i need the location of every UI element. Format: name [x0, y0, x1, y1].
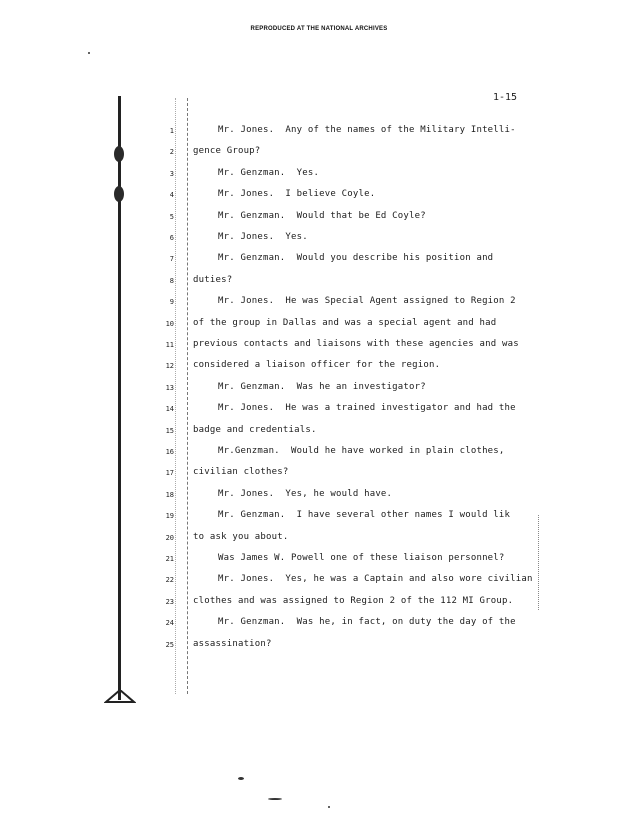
transcript-line: Mr. Jones. He was a trained investigator and had the [218, 403, 516, 414]
transcript-line: Mr. Genzman. Would that be Ed Coyle? [218, 210, 426, 221]
transcript-line: Mr. Genzman. Was he, in fact, on duty the day of the [218, 617, 516, 628]
transcript-line: to ask you about. [193, 531, 289, 542]
line-number: 10 [165, 319, 174, 328]
line-number: 23 [165, 597, 174, 606]
transcript-line: Mr. Jones. I believe Coyle. [218, 189, 376, 200]
line-number: 8 [169, 276, 174, 285]
transcript-line: Mr. Genzman. Yes. [218, 167, 320, 178]
transcript-line: Mr. Genzman. Was he an investigator? [218, 381, 426, 392]
transcript-line: Mr. Jones. Yes. [218, 232, 308, 242]
line-number: 12 [165, 362, 174, 371]
page-speck [238, 777, 244, 780]
binding-foot [104, 690, 136, 704]
line-number: 17 [165, 469, 174, 478]
line-number: 13 [165, 383, 174, 392]
transcript-line: civilian clothes? [193, 467, 289, 478]
binding-blob-middle [114, 186, 124, 202]
line-number: 21 [165, 555, 174, 563]
transcript-line: gence Group? [193, 146, 261, 157]
transcript-line: Mr. Jones. Yes, he was a Captain and also wore civilian [218, 574, 533, 585]
transcript-line: previous contacts and liaisons with these agencies and was [193, 339, 519, 349]
line-number: 22 [165, 576, 174, 585]
line-number: 25 [165, 640, 174, 649]
line-number: 5 [169, 212, 174, 221]
line-number: 20 [165, 533, 174, 542]
transcript-line: badge and credentials. [193, 424, 317, 435]
line-number: 3 [169, 169, 174, 178]
line-number: 24 [165, 619, 174, 628]
binding-blob-top [114, 146, 124, 162]
line-number: 19 [165, 512, 174, 521]
line-number: 1 [169, 127, 174, 135]
transcript-line: Mr. Jones. He was Special Agent assigned to Region 2 [218, 296, 516, 307]
line-number: 6 [169, 234, 174, 242]
page-speck [268, 798, 282, 800]
transcript-line: Mr. Genzman. Would you describe his position and [218, 253, 494, 264]
line-number: 14 [165, 405, 174, 414]
transcript-line: assassination? [193, 638, 272, 649]
margin-rule [187, 98, 189, 694]
transcript-line: Mr. Jones. Yes, he would have. [218, 488, 393, 499]
transcript-line: Was James W. Powell one of these liaison personnel? [218, 553, 505, 563]
line-number: 2 [169, 148, 174, 157]
margin-rule-inner [175, 98, 177, 694]
line-number: 4 [169, 191, 174, 200]
line-number: 7 [169, 255, 174, 264]
line-number: 9 [169, 298, 174, 307]
page-number: 1-15 [493, 92, 518, 103]
transcript-line: clothes and was assigned to Region 2 of the 112 MI Group. [193, 595, 514, 606]
transcript-line: Mr. Genzman. I have several other names I would lik [218, 510, 511, 521]
transcript-line: Mr. Jones. Any of the names of the Military Intelli- [218, 125, 516, 135]
right-edge-marks [538, 515, 540, 610]
archive-header: REPRODUCED AT THE NATIONAL ARCHIVES [250, 26, 388, 32]
transcript-line: of the group in Dallas and was a special agent and had [193, 317, 497, 328]
transcript-line: considered a liaison officer for the region. [193, 360, 441, 371]
page-speck [328, 806, 330, 808]
line-number: 18 [165, 490, 174, 499]
line-number: 11 [165, 341, 174, 349]
line-number: 16 [165, 448, 174, 456]
transcript-line: duties? [193, 274, 233, 285]
page-speck [88, 52, 90, 54]
line-number: 15 [165, 426, 174, 435]
transcript-line: Mr.Genzman. Would he have worked in plain clothes, [218, 446, 505, 456]
